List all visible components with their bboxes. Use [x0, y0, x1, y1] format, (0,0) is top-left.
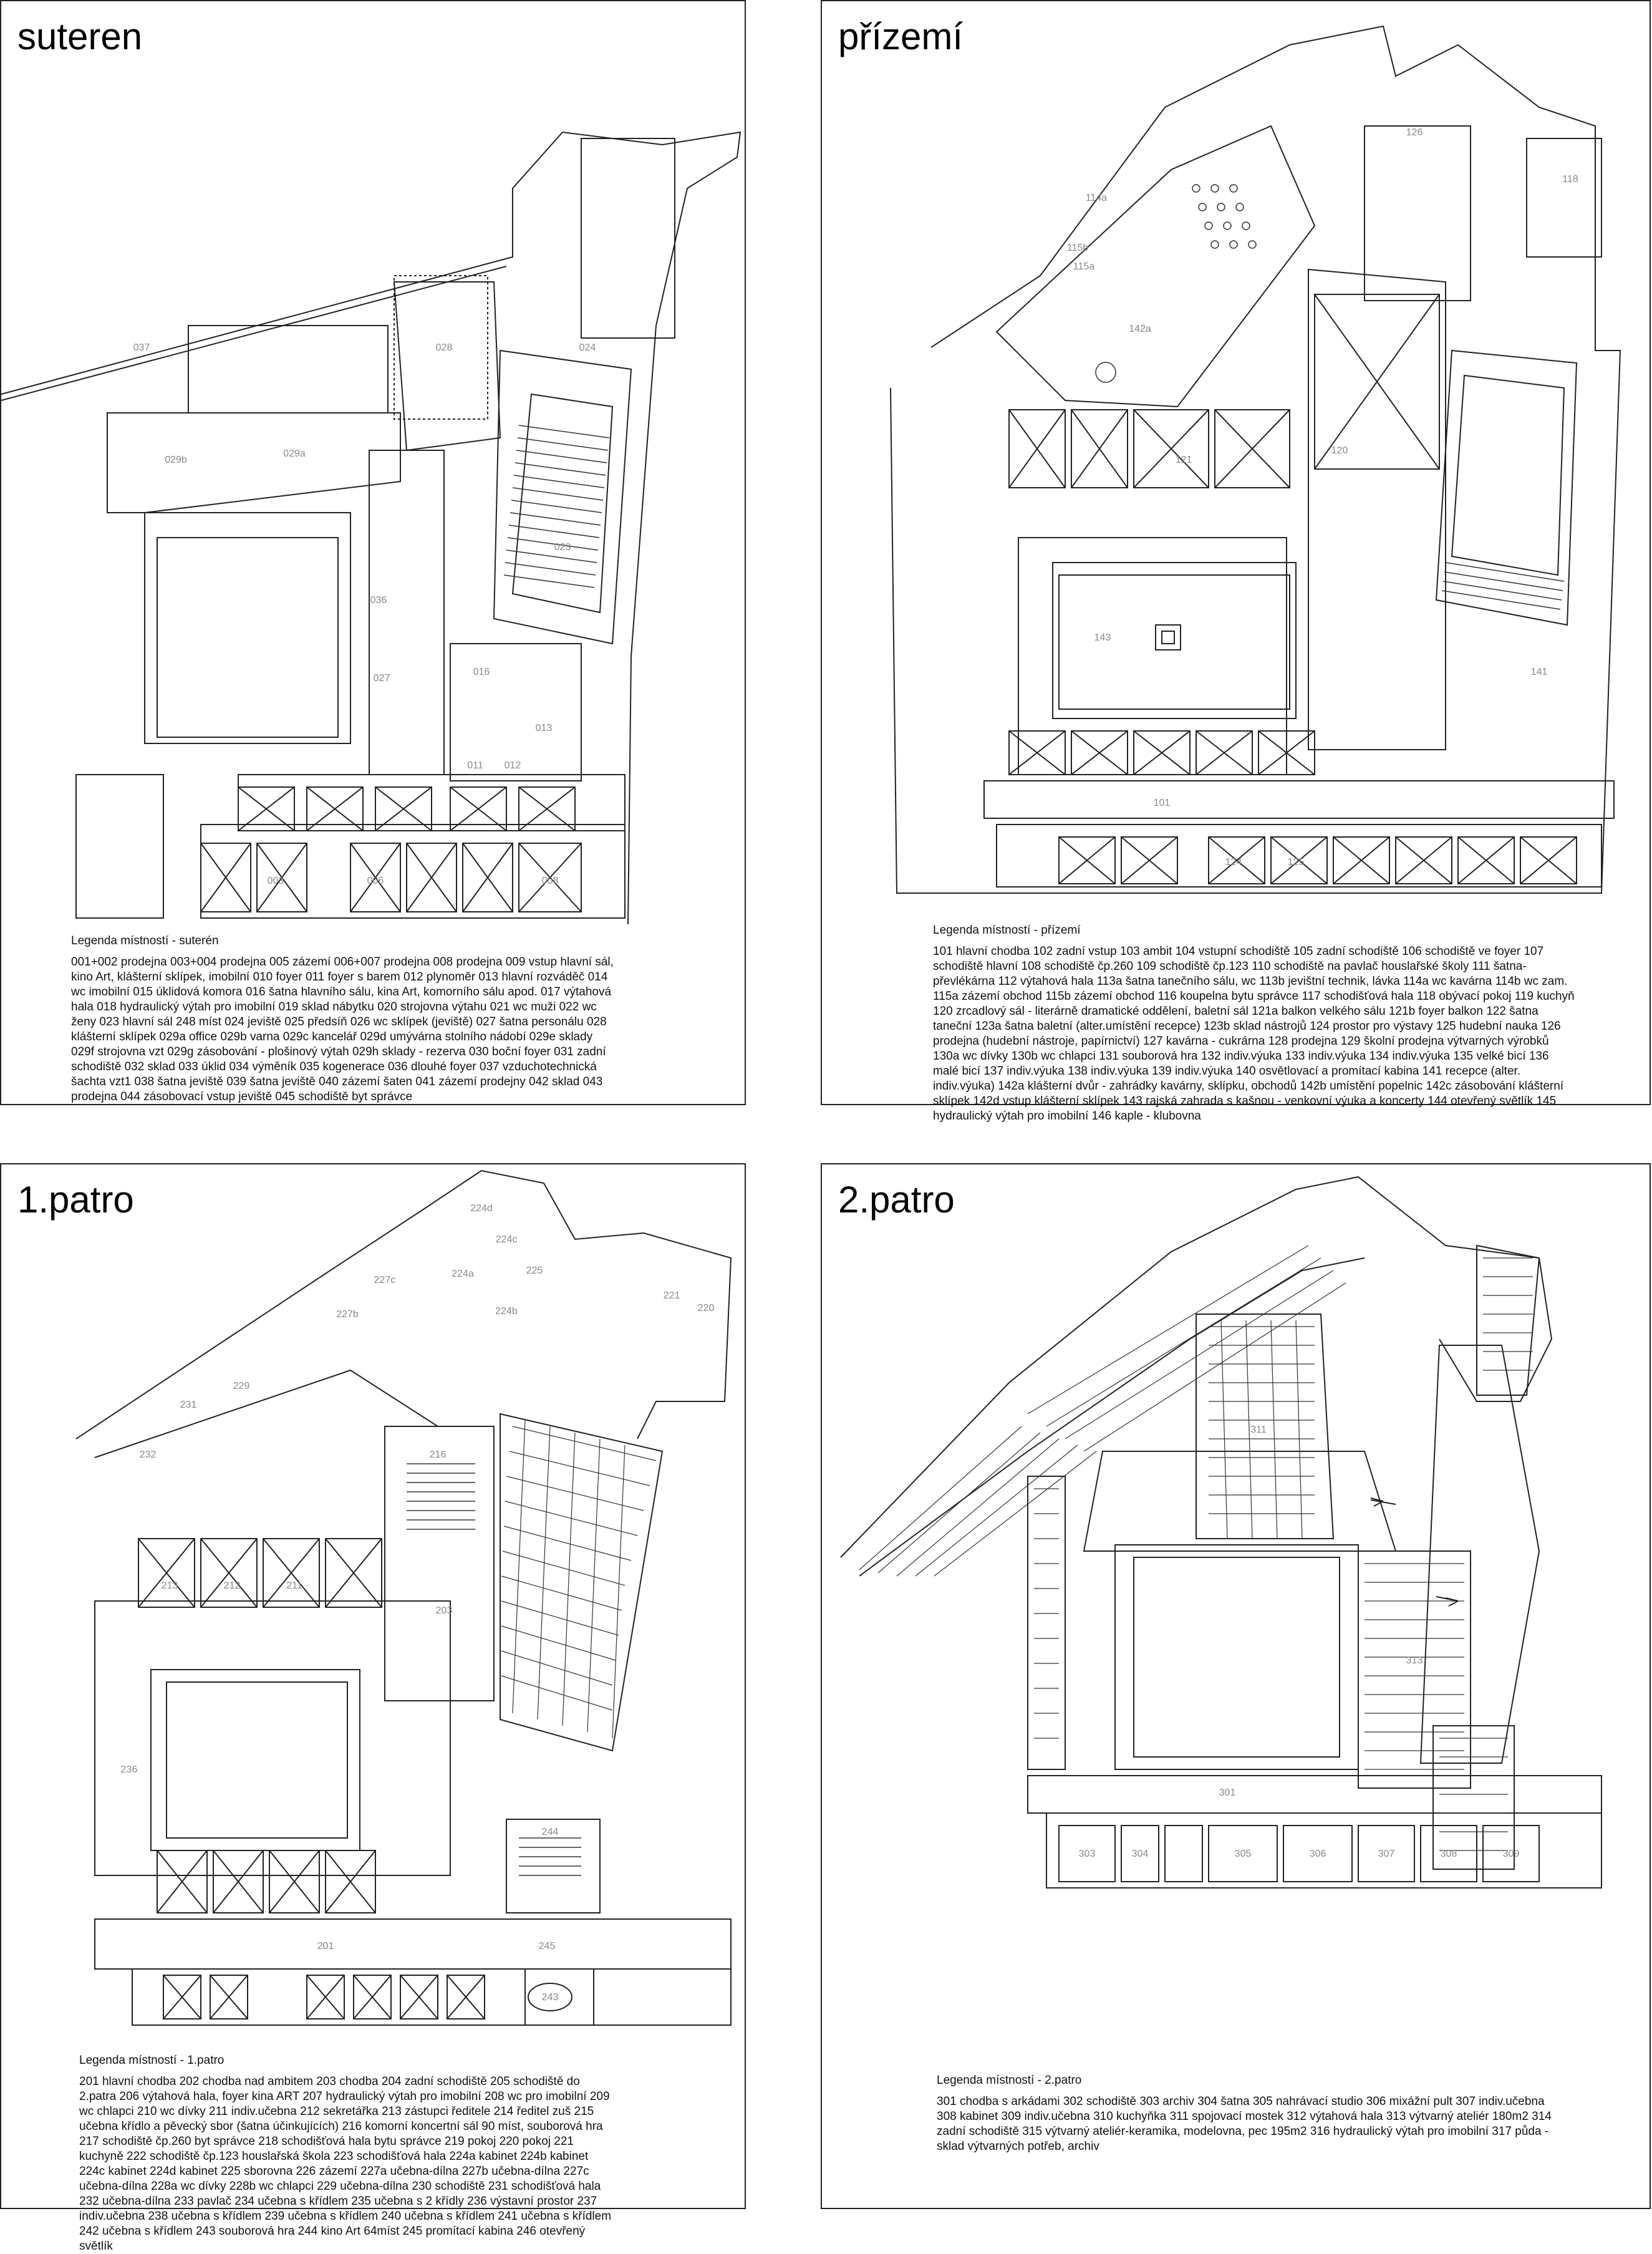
room-label: 301 [1219, 1787, 1236, 1798]
legend-text: 201 hlavní chodba 202 chodba nad ambitem 203 chodba 204 zadní schodiště 205 schodiště do 2.patra 206 výtahová hala, foyer kina ART 207 hydraulický výtah pro imobilní 208 wc pro imobilní 209 wc chlapci 210 wc dívky 211 indiv.učebna 212 sekretářka 213 zástupci ředitele 214 ředitel zuš 215 učebna křídlo a pěvecký sbor (šatna účinkujících) 216 komorní koncertní sál 90 míst, souborová hra 217 schodiště čp.260 byt správce 218 schodišťová hala bytu správce 219 pokoj 220 pokoj 221 kuchyně 222 schodiště čp.123 houslařská škola 223 schodišťová hala 224a kabinet 224b kabinet 224c kabinet 224d kabinet 225 sborovna 226 zázemí 227a učebna-dílna 227b učebna-dílna 227c učebna-dílna 228a wc dívky 228b wc chlapci 229 učebna-dílna 230 schodiště 231 schodišťová hala 232 učebna-dílna 233 pavlač 234 učebna s křídlem 235 učebna s 2 křídly 236 výstavní prostor 237 indiv.učebna 238 učebna s křídlem 239 učebna s křídlem 240 učebna s křídlem 241 učebna s křídlem 242 učebna s křídlem 243 souborová hra 244 kino Art 64míst 245 promítací kabina 246 otevřený světlík [79, 2075, 612, 2253]
legend-text: 001+002 prodejna 003+004 prodejna 005 zázemí 006+007 prodejna 008 prodejna 009 vstup hlavní sál, kino Art, klášterní sklípek, imobilní 010 foyer 011 foyer s barem 012 plynoměr 013 hlavní rozváděč 014 wc imobilní 015 úklidová komora 016 šatna hlavního sálu, kina Art, komorního sálu apod. 017 výtahová hala 018 hydraulický výtah pro imobilní 019 sklad nábytku 020 strojovna výtahu 021 wc muži 022 wc ženy 023 hlavní sál 248 míst 024 jeviště 025 předsíň 026 wc sklípek (jeviště) 027 šatna personálu 028 klášterní sklípek 029a office 029b varna 029c kancelář 029d umývárna stolního nádobí 029e sklady 029f strojovna vzt 029g zásobování - plošinový výtah 029h sklady - rezerva 030 boční foyer 031 zadní schodiště 032 sklad 033 úklid 034 výměník 035 kogenerace 036 dlouhé foyer 037 vzduchotechnická šachta vzt1 038 šatna jeviště 039 šatna jeviště 040 zázemí šaten 041 zázemí prodejny 042 sklad 043 prodejna 044 zásobovací vstup jeviště 045 schodiště byt správce [71, 955, 614, 1103]
room-label: 308 [1440, 1849, 1457, 1859]
room-label: 013 [535, 723, 553, 733]
room-label: 142a [1129, 324, 1151, 334]
room-label: 201 [317, 1941, 334, 1952]
panel-suteren [0, 0, 746, 1105]
room-label: 306 [1309, 1849, 1326, 1859]
room-label: 011 [467, 760, 483, 771]
room-label: 213 [161, 1580, 178, 1591]
panel-title: 2.patro [838, 1179, 955, 1221]
floor-plan-2-patro [822, 1164, 1652, 2050]
room-label: 141 [1530, 667, 1548, 677]
room-label: 016 [473, 667, 490, 677]
room-label: 236 [120, 1764, 138, 1775]
room-label: 003 [267, 876, 284, 886]
legend-prizemi [933, 923, 1575, 1124]
room-label: 012 [504, 760, 521, 771]
room-label: 125 [1287, 857, 1305, 868]
room-label: 225 [526, 1265, 543, 1276]
legend-patro2 [937, 2073, 1567, 2154]
room-label: 224b [495, 1306, 518, 1317]
room-label: 203 [435, 1605, 453, 1616]
room-label: 220 [697, 1303, 715, 1313]
panel-prizemi [821, 0, 1651, 1123]
room-label: 037 [133, 342, 150, 353]
room-label: 243 [541, 1992, 559, 2003]
room-label: 211 [286, 1580, 302, 1591]
panel-title: 1.patro [17, 1179, 134, 1221]
room-label: 227b [336, 1309, 359, 1320]
room-label: 008 [541, 876, 559, 886]
room-label: 101 [1153, 798, 1171, 808]
room-label: 024 [579, 342, 596, 353]
room-label: 121 [1175, 455, 1192, 465]
floor-plan-prizemi [822, 1, 1652, 924]
room-label: 224c [495, 1234, 518, 1245]
room-label: 224a [452, 1269, 474, 1279]
room-label: 118 [1562, 174, 1578, 185]
room-label: 216 [429, 1449, 447, 1460]
room-label: 029b [165, 455, 187, 465]
legend-title: Legenda místností - 2.patro [937, 2074, 1082, 2087]
room-label: 245 [538, 1941, 556, 1952]
room-label: 232 [139, 1449, 157, 1460]
floor-plan-suteren [1, 1, 747, 937]
room-label: 036 [370, 595, 387, 606]
room-label: 126 [1406, 127, 1423, 138]
legend-text: 101 hlavní chodba 102 zadní vstup 103 ambit 104 vstupní schodiště 105 zadní schodiště 106 schodiště ve foyer 107 schodiště hlavní 108 schodiště čp.260 109 schodiště čp.123 110 schodiště na pavlač houslařské školy 111 šatna-převlékárna 112 výtahová hala 113a šatna tanečního sálu, wc 113b jevištní technik, lávka 114a wc kavárna 114b wc zam. 115a zázemí obchod 115b zázemí obchod 116 koupelna bytu správce 117 schodišťová hala 118 obývací pokoj 119 kuchyň 120 zrcadlový sál - literárně dramatické oddělení, baletní sál 121a balkon velkého sálu 121b foyer balkon 122 šatna taneční 123a šatna baletní (alter.umístění recepce) 123b sklad nástrojů 124 prostor pro výstavy 125 hudební nauka 126 prodejna (hudební nástroje, papírnictví) 127 kavárna - cukrárna 128 prodejna 129 školní prodejna výtvarných výrobků 130a wc dívky 130b wc chlapci 131 souborová hra 132 indiv.výuka 133 indiv.výuka 134 indiv.výuka 135 velké bicí 136 malé bicí 137 indiv.výuka 138 indiv.výuka 139 indiv.výuka 140 osvětlovací a promítací kabina 141 recepce (alter. indiv.výuka) 142a klášterní dvůr - zahrádky kavárny, sklípku, obchodů 142b umístění popelnic 142c zásobování klášterní sklípek 142d vstup klášterní sklípek 143 rajská zahrada s kašnou - venkovní výuka a koncerty 144 otevřený světlík 145 hydraulický výtah pro imobilní 146 kaple - klubovna [933, 945, 1575, 1123]
panel-title: přízemí [838, 16, 964, 57]
room-label: 028 [435, 342, 453, 353]
room-label: 313 [1406, 1655, 1423, 1666]
room-label: 229 [233, 1381, 250, 1391]
room-label: 143 [1094, 632, 1111, 643]
room-label: 212 [223, 1580, 241, 1591]
room-label: 027 [373, 673, 390, 684]
room-label: 304 [1131, 1849, 1149, 1859]
room-label: 305 [1234, 1849, 1252, 1859]
legend-title: Legenda místností - suterén [71, 934, 219, 947]
room-label: 307 [1378, 1849, 1395, 1859]
room-label: 023 [554, 542, 571, 553]
panel-title: suteren [17, 16, 143, 57]
room-label: 221 [663, 1290, 680, 1301]
legend-patro1 [79, 2053, 616, 2254]
room-label: 029a [283, 448, 306, 459]
legend-title: Legenda místností - přízemí [933, 924, 1081, 937]
room-label: 224d [470, 1203, 493, 1214]
legend-title: Legenda místností - 1.patro [79, 2054, 225, 2067]
room-label: 303 [1078, 1849, 1096, 1859]
room-label: 309 [1502, 1849, 1520, 1859]
room-label: 115a [1073, 261, 1095, 272]
room-label: 120 [1331, 445, 1348, 456]
room-label: 227c [374, 1275, 396, 1285]
room-label: 244 [541, 1827, 559, 1837]
room-label: 115b [1066, 243, 1089, 253]
panel-patro2 [821, 1163, 1651, 2209]
room-label: 114a [1085, 193, 1108, 203]
legend-text: 301 chodba s arkádami 302 schodiště 303 archiv 304 šatna 305 nahrávací studio 306 mixážní pult 307 indiv.učebna 308 kabinet 309 indiv.učebna 310 kuchyňka 311 spojovací mostek 312 výtahová hala 313 výtvarný ateliér 180m2 314 zadní schodiště 315 výtvarný ateliér-keramika, modelovna, pec 195m2 316 hydraulický výtah pro imobilní 317 půda - sklad výtvarných potřeb, archiv [937, 2095, 1552, 2153]
panel-patro1 [0, 1163, 746, 2253]
floor-plan-1-patro [1, 1164, 747, 2050]
room-label: 124 [1225, 857, 1242, 868]
room-label: 006 [367, 876, 384, 886]
legend-suteren [71, 934, 614, 1105]
room-label: 231 [180, 1400, 197, 1410]
room-label: 311 [1250, 1424, 1267, 1435]
